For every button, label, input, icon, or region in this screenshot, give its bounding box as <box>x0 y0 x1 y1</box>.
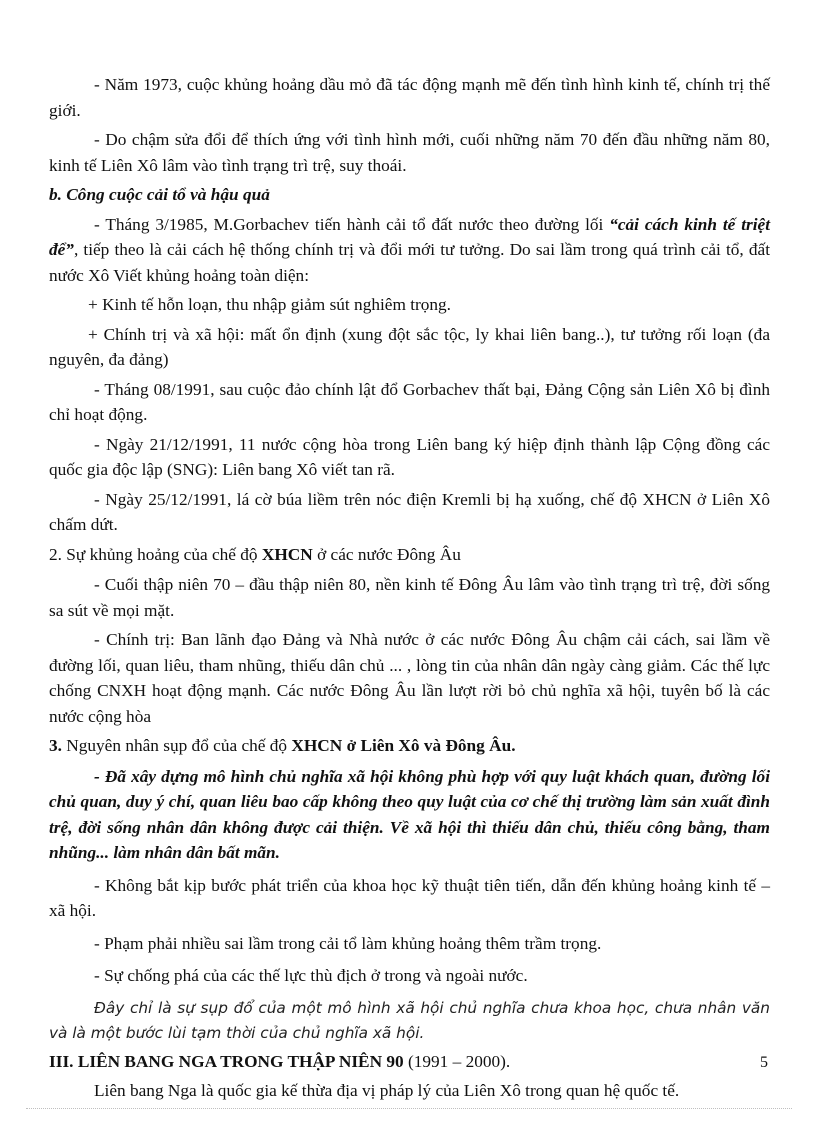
paragraph-stagnation: - Do chậm sửa đổi để thích ứng với tình hình mới, cuối những năm 70 đến đầu những năm 80, kinh tế Liên Xô lâm vào tình trạng trì trệ, suy thoái. <box>49 130 770 175</box>
paragraph-cause-reform-mistakes: - Phạm phải nhiều sai lầm trong cải tổ làm khủng hoảng thêm trầm trọng. <box>94 933 602 953</box>
reform-text-start: - Tháng 3/1985, M.Gorbachev tiến hành cải tổ đất nước theo đường lối <box>94 214 610 234</box>
reform-quote: “cải cách kinh tế triệt để” <box>49 214 770 259</box>
paragraph-oil-crisis: - Năm 1973, cuộc khủng hoảng dầu mỏ đã tác động mạnh mẽ đến tình hình kinh tế, chính trị thế giới. <box>49 75 770 120</box>
heading-russian-federation: III. LIÊN BANG NGA TRONG THẬP NIÊN 90 (1991 – 2000). <box>49 1051 511 1071</box>
paragraph-eastern-europe-politics: - Chính trị: Ban lãnh đạo Đảng và Nhà nước ở các nước Đông Âu chậm cải cách, sai lầm về đường lối, quan liêu, tham nhũng, thiếu dân chủ ... , lòng tin của nhân dân ngày càng giảm. Các thế lực chống CNXH hoạt động mạnh. Các nước Đông Âu lần lượt rời bỏ chủ nghĩa xã hội, tuyên bố là các nước cộng hòa <box>49 630 770 726</box>
paragraph-ussr-end: - Ngày 25/12/1991, lá cờ búa liềm trên nóc điện Kremli bị hạ xuống, chế độ XHCN ở Liên Xô chấm dứt. <box>49 489 770 534</box>
page-bottom-divider <box>26 1108 792 1109</box>
page-number: 5 <box>760 1054 768 1071</box>
paragraph-eastern-europe-economy: - Cuối thập niên 70 – đầu thập niên 80, nền kinh tế Đông Âu lâm vào tình trạng trì trệ, đời sống sa sút về mọi mặt. <box>49 575 770 620</box>
heading-reform-and-consequences: b. Công cuộc cải tổ và hậu quả <box>49 185 270 204</box>
paragraph-gorbachev-reform <box>49 212 770 289</box>
paragraph-sng-founding: - Ngày 21/12/1991, 11 nước cộng hòa trong Liên bang ký hiệp định thành lập Cộng đồng các quốc gia độc lập (SNG): Liên bang Xô viết tan rã. <box>49 434 770 479</box>
paragraph-conclusion-note: Đây chỉ là sự sụp đổ của một mô hình xã hội chủ nghĩa chưa khoa học, chưa nhân văn và là một bước lùi tạm thời của chủ nghĩa xã hội. <box>49 998 770 1042</box>
paragraph-cause-hostile-forces: - Sự chống phá của các thế lực thù địch ở trong và ngoài nước. <box>94 966 528 985</box>
paragraph-economy-chaos: + Kinh tế hỗn loạn, thu nhập giảm sút nghiêm trọng. <box>88 295 452 314</box>
document-body <box>49 72 770 1108</box>
heading-eastern-europe-crisis: 2. Sự khủng hoảng của chế độ XHCN ở các nước Đông Âu <box>49 544 461 564</box>
reform-text-end: , tiếp theo là cải cách hệ thống chính trị và đổi mới tư tưởng. Do sai lầm trong quá trình cải tổ, đất nước Xô Viết khủng hoảng toàn diện: <box>49 240 770 285</box>
paragraph-political-instability: + Chính trị và xã hội: mất ổn định (xung đột sắc tộc, ly khai liên bang..), tư tưởng rối loạn (đa nguyên, đa đảng) <box>49 324 770 369</box>
paragraph-cause-model: - Đã xây dựng mô hình chủ nghĩa xã hội không phù hợp với quy luật khách quan, đường lối chủ quan, duy ý chí, quan liêu bao cấp không theo quy luật của cơ chế thị trường làm sản xuất đình trệ, đời sống nhân dân không được cải thiện. Về xã hội thì thiếu dân chủ, thiếu công bằng, tham nhũng... làm nhân dân bất mãn. <box>49 766 770 862</box>
paragraph-russia-successor: Liên bang Nga là quốc gia kế thừa địa vị pháp lý của Liên Xô trong quan hệ quốc tế. <box>94 1081 680 1100</box>
heading-collapse-causes: 3. Nguyên nhân sụp đổ của chế độ XHCN ở Liên Xô và Đông Âu. <box>49 736 516 755</box>
paragraph-cause-technology: - Không bắt kịp bước phát triển của khoa học kỹ thuật tiên tiến, dẫn đến khủng hoảng kinh tế – xã hội. <box>49 875 770 920</box>
paragraph-coup-1991: - Tháng 08/1991, sau cuộc đảo chính lật đổ Gorbachev thất bại, Đảng Cộng sản Liên Xô bị đình chỉ hoạt động. <box>49 379 770 424</box>
